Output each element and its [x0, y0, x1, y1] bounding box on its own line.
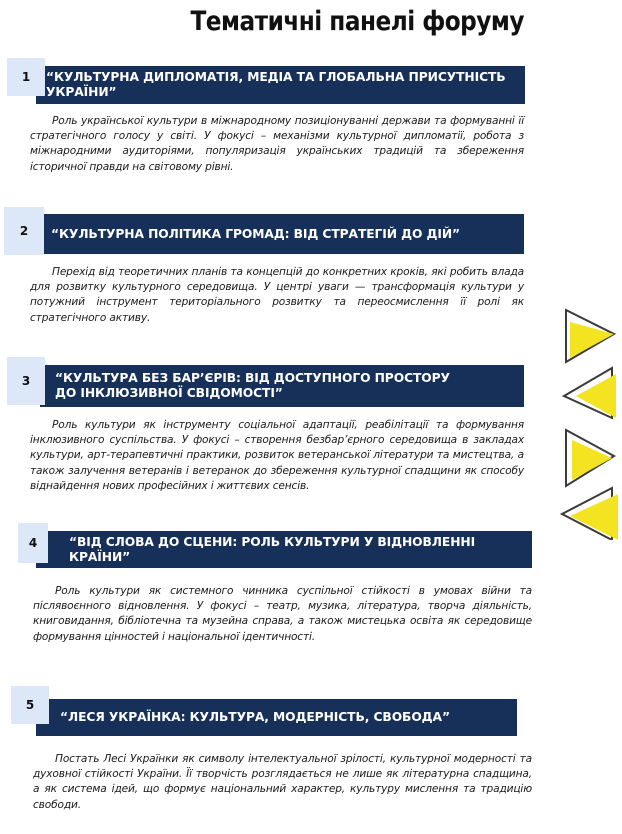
decorative-triangles — [556, 300, 622, 540]
panel-5-title-banner — [36, 699, 517, 736]
panel-4-description: Роль культури як системного чинника суспільної стійкості в умовах війни та післявоєнного відновлення. У фокусі – театр, музика, література, творча діяльність, книговидання, бібліотечна та музейна справа, а також мистецька освіта як середовище формування цінностей і національної ідентичності. — [33, 585, 532, 643]
panel-4-number: 4 — [18, 523, 48, 563]
panel-2-number: 2 — [4, 207, 44, 255]
triangle-decoration-icon — [562, 310, 618, 540]
panel-2-description: Перехід від теоретичних планів та концепцій до конкретних кроків, які робить влада для розвитку культурного середовища. У центрі уваги — трансформація культури у потужний інструмент територіального розвитку та переосмислення її ролі як стратегічного активу. — [30, 266, 524, 324]
panel-5-description: Постать Лесі Українки як символу інтелектуальної зрілості, культурної модерності та духовної стійкості України. Її творчість розглядається не лише як літературна спадщина, а як система ідей, що формує національний характер, культуру мислення та традицію свободи. — [33, 753, 532, 811]
panel-4-title-banner — [36, 531, 532, 568]
page-title: Тематичні панелі форуму — [190, 6, 525, 37]
panel-1-number: 1 — [7, 58, 45, 96]
panel-3-title: “КУЛЬТУРА БЕЗ БАР’ЄРІВ: ВІД ДОСТУПНОГО ПРОСТОРУ ДО ІНКЛЮЗИВНОЇ СВІДОМОСТІ” — [55, 371, 450, 400]
panel-2-title: “КУЛЬТУРНА ПОЛІТИКА ГРОМАД: ВІД СТРАТЕГІЙ ДО ДІЙ” — [51, 226, 461, 241]
panel-3-title-banner — [40, 365, 524, 407]
panel-1-title-banner — [36, 66, 525, 104]
panel-2-title-banner — [36, 214, 524, 254]
panel-5-number: 5 — [11, 686, 49, 724]
panel-1-title: “КУЛЬТУРНА ДИПЛОМАТІЯ, МЕДІА ТА ГЛОБАЛЬНА ПРИСУТНІСТЬ УКРАЇНИ” — [46, 70, 506, 99]
panel-3-description: Роль культури як інструменту соціальної адаптації, реабілітації та формування інклюзивного суспільства. У фокусі – створення безбар’єрного середовища в закладах культури, арт-терапевтичні практики, розвиток ветеранської літератури та мистецтва, а також залучення ветеранів і ветеранок до збереження культурної спадщини як способу віднайдення нових професійних і життєвих сенсів. — [30, 419, 524, 492]
panel-4-title: “ВІД СЛОВА ДО СЦЕНИ: РОЛЬ КУЛЬТУРИ У ВІДНОВЛЕННІ КРАЇНИ” — [69, 534, 476, 564]
panel-5-title: “ЛЕСЯ УКРАЇНКА: КУЛЬТУРА, МОДЕРНІСТЬ, СВОБОДА” — [60, 710, 450, 724]
panel-3-number: 3 — [7, 357, 45, 405]
panel-1-description: Роль української культури в міжнародному позиціонуванні держави та формуванні її стратегічного голосу у світі. У фокусі – механізми культурної дипломатії, робота з міжнародними аудиторіями, популяризація українських традицій та збереження історичної правди на світовому рівні. — [30, 115, 524, 173]
